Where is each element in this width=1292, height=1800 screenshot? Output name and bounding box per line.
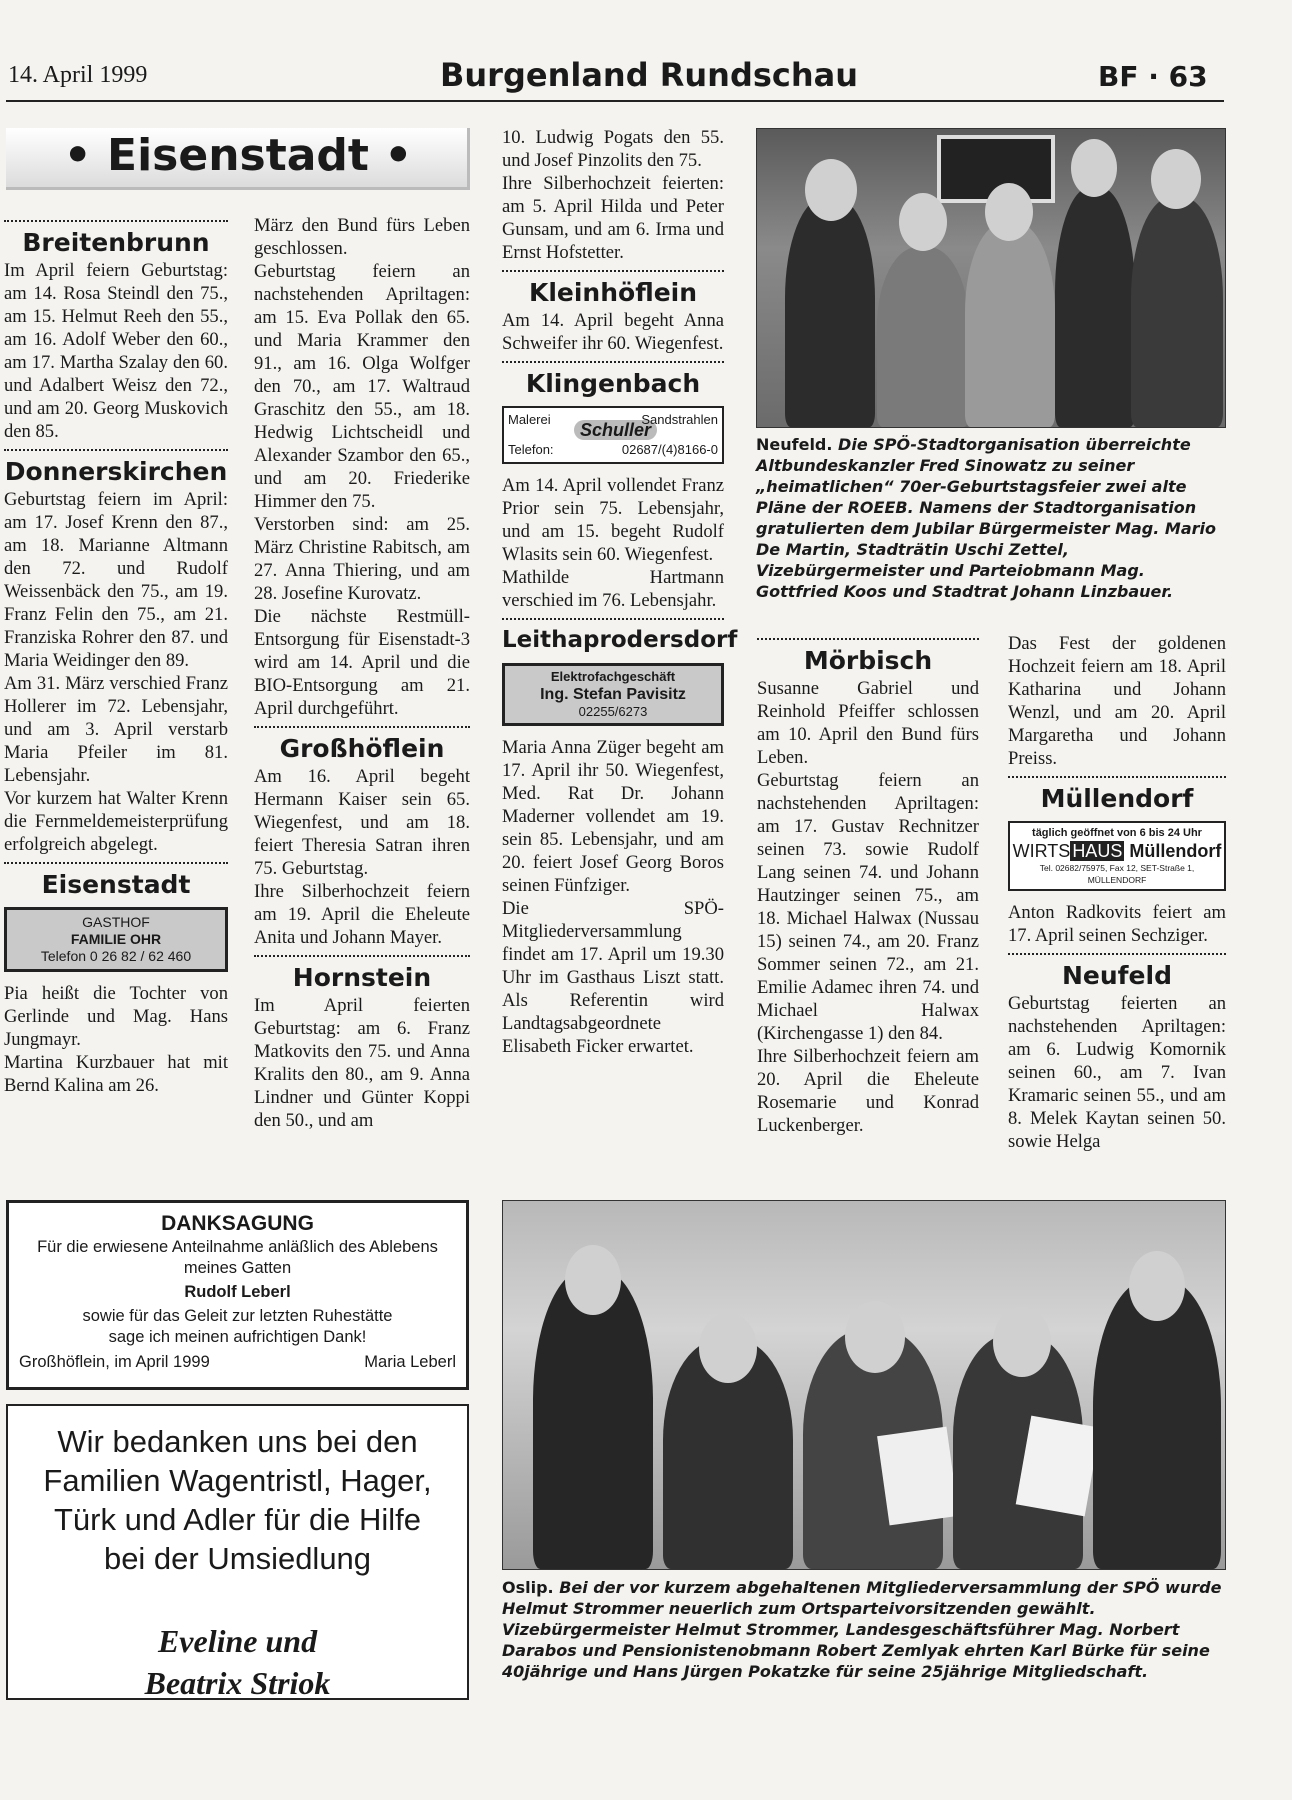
newspaper-title: Burgenland Rundschau: [440, 56, 859, 94]
thanks-signature: [8, 1620, 467, 1704]
dank-name: Rudolf Leberl: [184, 1283, 291, 1301]
dotted-divider: [254, 955, 470, 957]
dotted-divider: [502, 618, 724, 620]
article-text: Die nächste Restmüll-Entsorgung für Eisenstadt-3 wird am 14. April und die BIO-Entsorgung am 21. April durchgeführt.: [254, 606, 470, 719]
heading-hornstein: Hornstein: [292, 963, 432, 992]
person: [1131, 197, 1223, 427]
heading-kleinhoeflein: Kleinhöflein: [528, 278, 698, 307]
dank-title: DANKSAGUNG: [161, 1212, 314, 1235]
article-text: Ihre Silberhochzeit feierten: am 5. April Hilda und Peter Gunsam, und am 6. Irma und Ernst Hofstetter.: [502, 173, 724, 263]
section-banner-title: • Eisenstadt •: [63, 130, 413, 181]
person-head: [985, 183, 1033, 241]
issue-date: 14. April 1999: [8, 62, 148, 88]
thanks-line: Türk und Adler für die Hilfe: [53, 1502, 421, 1537]
dotted-divider: [1008, 776, 1226, 778]
article-text: Maria Anna Züger begeht am 17. April ihr 50. Wiegenfest, Med. Rat Dr. Johann Maderner vollendet am 19. sein 85. Lebensjahr, und am 20. feiert Josef Georg Boros seinen Fünfziger.: [502, 737, 724, 896]
person-head: [845, 1301, 905, 1373]
dotted-divider: [502, 361, 724, 363]
person: [965, 222, 1055, 427]
certificate: [1016, 1416, 1101, 1517]
article-text: Ihre Silberhochzeit feiern am 20. April die Eheleute Rosemarie und Konrad Luckenberger.: [757, 1046, 979, 1136]
heading-eisenstadt: Eisenstadt: [41, 870, 191, 899]
dank-line: Für die erwiesene Anteilnahme anläßlich des Ablebens: [37, 1238, 438, 1256]
ad-line: Elektrofachgeschäft: [550, 669, 676, 684]
column-4: [757, 632, 979, 1137]
dank-line: sowie für das Geleit zur letzten Ruhestätte: [82, 1307, 393, 1325]
page-number: BF · 63: [1098, 60, 1208, 93]
heading-breitenbrunn: Breitenbrunn: [22, 228, 210, 257]
dotted-divider: [1008, 953, 1226, 955]
dank-line: sage ich meinen aufrichtigen Dank!: [108, 1328, 367, 1346]
heading-klingenbach: Klingenbach: [525, 369, 701, 398]
ad-brand: [1012, 840, 1222, 862]
caption-text: Bei der vor kurzem abgehaltenen Mitgliederversammlung der SPÖ wurde Helmut Strommer neuerlich zum Ortsparteivorsitzenden gewählt. Vizebürgermeister Helmut Strommer, Landesgeschäftsführer Mag. Norbert Darabos und Pensionistenobmann Robert Zemlyak ehrten Karl Bürke für seine 40jährige und Hans Jürgen Pokatzke für seine 25jährige Mitgliedschaft.: [502, 1578, 1222, 1681]
article-text: Am 14. April begeht Anna Schweifer ihr 60. Wiegenfest.: [502, 310, 724, 354]
dotted-divider: [757, 638, 979, 640]
ad-phone: 02687/(4)8166-0: [621, 442, 718, 457]
section-banner: [6, 128, 470, 190]
person: [877, 247, 969, 427]
thanks-sign-line: Eveline und: [157, 1623, 318, 1659]
person-head: [993, 1307, 1051, 1377]
article-text: Das Fest der goldenen Hochzeit feiern am 18. April Katharina und Johann Wenzl, und am 20. April Margaretha und Johann Preiss.: [1008, 633, 1226, 769]
article-text: Ihre Silberhochzeit feiern am 19. April die Eheleute Anita und Johann Mayer.: [254, 881, 470, 948]
ad-danksagung: [6, 1200, 469, 1390]
person-head: [1151, 149, 1201, 209]
ad-text: Telefon:: [508, 442, 554, 457]
header-rule: [6, 100, 1224, 102]
ad-thanks-striok: [6, 1404, 469, 1700]
thanks-text: [8, 1422, 467, 1578]
person-head: [899, 193, 947, 251]
ad-line: FAMILIE OHR: [70, 931, 162, 947]
article-text: Geburtstag feiern an nachstehenden Apriltagen: am 17. Gustav Rechnitzer seinen 73. sowie Rudolf Lang seinen 74. und Johann Hautzinger seinen 75., am 18. Michael Halwax (Nussau 15) seinen 74., am 20. Franz Sommer seinen 72., am 21. Emilie Adamec ihren 74. und Michael Halwax (Kirchengasse 1) den 84.: [757, 770, 979, 1044]
heading-leithaprodersdorf: Leithaprodersdorf: [502, 627, 738, 653]
dotted-divider: [502, 270, 724, 272]
article-text: Geburtstag feiern im April: am 17. Josef Krenn den 87., am 18. Marianne Altmann den 72. und Rudolf Weissenbäck den 75., am 19. Franz Felin den 75., am 21. Franziska Rohrer den 87. und Maria Weidinger den 89.: [4, 489, 228, 671]
person: [1055, 187, 1135, 427]
person-head: [699, 1313, 757, 1383]
caption-place: Oslip.: [502, 1578, 554, 1597]
ad-gasthof-ohr: [4, 907, 228, 972]
ad-logo: Schuller: [574, 420, 657, 440]
thanks-line: Wir bedanken uns bei den: [57, 1424, 418, 1459]
column-1: [4, 214, 228, 1097]
ad-text: Sandstrahlen: [641, 412, 718, 427]
article-text: Geburtstag feierten an nachstehenden Apriltagen: am 6. Ludwig Komornik seinen 60., am 7. Ivan Kramaric seinen 55., und am 8. Melek Kaytan seinen 50. sowie Helga: [1008, 993, 1226, 1152]
ad-brand-part: HAUS: [1072, 841, 1123, 861]
ad-line: Telefon 0 26 82 / 62 460: [40, 948, 192, 964]
article-text: Pia heißt die Tochter von Gerlinde und Mag. Hans Jungmayr.: [4, 983, 228, 1050]
thanks-line: Familien Wagentristl, Hager,: [43, 1463, 432, 1498]
ad-line: täglich geöffnet von 6 bis 24 Uhr: [1032, 827, 1202, 839]
column-3: [502, 126, 738, 1058]
article-text: März den Bund fürs Leben geschlossen.: [254, 215, 470, 259]
dotted-divider: [4, 449, 228, 451]
article-text: 10. Ludwig Pogats den 55. und Josef Pinzolits den 75.: [502, 127, 724, 171]
dotted-divider: [4, 220, 228, 222]
column-2: [254, 214, 470, 1132]
article-text: Martina Kurzbauer hat mit Bernd Kalina am 26.: [4, 1052, 228, 1096]
ad-brand-part: Müllendorf: [1129, 841, 1222, 861]
photo-neufeld-caption: [756, 434, 1226, 602]
person-head: [1071, 139, 1117, 197]
ad-line: GASTHOF: [82, 914, 150, 930]
thanks-sign-line: Beatrix Striok: [144, 1665, 331, 1701]
article-text: Mathilde Hartmann verschied im 76. Lebensjahr.: [502, 567, 724, 611]
heading-moerbisch: Mörbisch: [803, 646, 933, 675]
article-text: Susanne Gabriel und Reinhold Pfeiffer schlossen am 10. April den Bund fürs Leben.: [757, 678, 979, 768]
dank-line: meines Gatten: [183, 1259, 292, 1277]
caption-text: Die SPÖ-Stadtorganisation überreichte Altbundeskanzler Fred Sinowatz zu seiner „heimatlichen“ 70er-Geburtstagsfeier zwei alte Pläne der ROEEB. Namens der Stadtorganisation gratulierten dem Jubilar Bürgermeister Mag. Mario De Martin, Stadträtin Uschi Zettel, Vizebürgermeister und Parteiobmann Mag. Gottfried Koos und Stadtrat Johann Linzbauer.: [756, 435, 1216, 601]
article-text: Am 31. März verschied Franz Hollerer im 72. Lebensjahr, und am 3. April verstarb Maria Pfeiler im 81. Lebensjahr.: [4, 673, 228, 786]
person: [1093, 1279, 1221, 1569]
dotted-divider: [4, 862, 228, 864]
article-text: Am 16. April begeht Hermann Kaiser sein 65. Wiegenfest, und am 18. feiert Theresia Satran ihren 75. Geburtstag.: [254, 766, 470, 879]
person: [785, 197, 875, 427]
ad-line: Tel. 02682/75975, Fax 12, SET-Straße 1, MÜLLENDORF: [1039, 863, 1195, 885]
article-text: Vor kurzem hat Walter Krenn die Fernmeldemeisterprüfung erfolgreich abgelegt.: [4, 788, 228, 855]
article-text: Anton Radkovits feiert am 17. April seinen Sechziger.: [1008, 902, 1226, 946]
thanks-line: bei der Umsiedlung: [103, 1541, 372, 1576]
dank-place: Großhöflein, im April 1999: [19, 1353, 210, 1371]
article-text: Die SPÖ-Mitgliederversammlung findet am 17. April um 19.30 Uhr im Gasthaus Liszt statt. Als Referentin wird Landtagsabgeordnete Elisabeth Ficker erwartet.: [502, 898, 724, 1057]
photo-oslip: [502, 1200, 1226, 1570]
caption-place: Neufeld.: [756, 435, 833, 454]
ad-text: Malerei: [508, 412, 551, 427]
ad-wirtshaus-muellendorf: [1008, 821, 1226, 891]
heading-muellendorf: Müllendorf: [1040, 784, 1194, 813]
article-text: Im April feiern Geburtstag: am 14. Rosa Steindl den 75., am 15. Helmut Reeh den 55., am 16. Adolf Weber den 60., am 17. Martha Szalay den 60. und Adalbert Weisz den 72., und am 20. Georg Muskovich den 85.: [4, 260, 228, 442]
certificate: [877, 1427, 959, 1526]
person-head: [565, 1245, 621, 1315]
photo-oslip-caption: [502, 1577, 1226, 1682]
ad-line: Ing. Stefan Pavisitz: [540, 686, 686, 703]
article-text: Geburtstag feiern an nachstehenden Apriltagen: am 15. Eva Pollak den 65. und Maria Krammer den 91., am 16. Olga Wolfger den 70., am 17. Waltraud Graschitz den 55., am 18. Hedwig Lichtscheidl und Alexander Szambor den 65., und am 20. Friederike Himmer den 75.: [254, 261, 470, 512]
heading-neufeld: Neufeld: [1062, 961, 1172, 990]
dank-footer: [9, 1348, 466, 1373]
ad-line: 02255/6273: [578, 704, 648, 719]
dotted-divider: [254, 726, 470, 728]
photo-neufeld: [756, 128, 1226, 428]
column-5: [1008, 632, 1226, 1153]
heading-grosshoeflein: Großhöflein: [279, 734, 445, 763]
ad-malerei-schuller: [502, 406, 724, 464]
article-text: Am 14. April vollendet Franz Prior sein 75. Lebensjahr, und am 15. begeht Rudolf Wlasits sein 60. Wiegenfest.: [502, 475, 724, 565]
article-text: Verstorben sind: am 25. März Christine Rabitsch, am 27. Anna Thiering, und am 28. Josefine Kurovatz.: [254, 514, 470, 604]
ad-elektro-pavisitz: [502, 663, 724, 726]
person-head: [805, 159, 857, 221]
dank-signature: Maria Leberl: [364, 1353, 456, 1371]
heading-donnerskirchen: Donnerskirchen: [4, 457, 228, 486]
article-text: Im April feierten Geburtstag: am 6. Franz Matkovits den 75. und Anna Kralits den 80., am 9. Anna Lindner und Günter Koppi den 50., und am: [254, 995, 470, 1131]
ad-brand-part: WIRTS: [1012, 841, 1071, 861]
person-head: [1129, 1251, 1185, 1321]
